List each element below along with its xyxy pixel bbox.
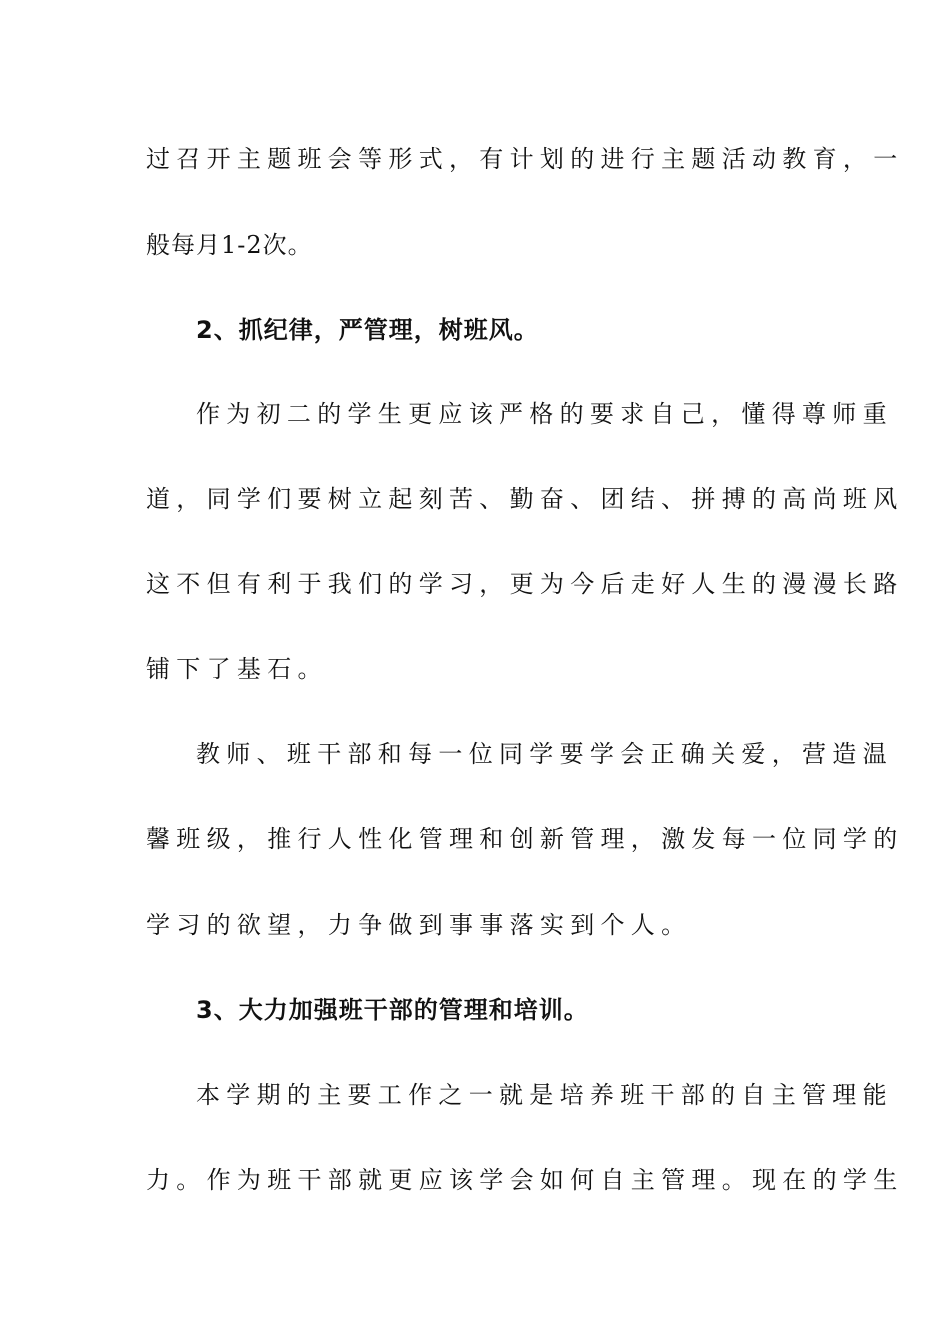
section-heading: 2、抓纪律，严管理，树班风。 <box>196 316 539 344</box>
paragraph-first-line: 作为初二的学生更应该严格的要求自己，懂得尊师重 <box>196 400 893 428</box>
paragraph-first-line: 本学期的主要工作之一就是培养班干部的自主管理能 <box>196 1081 893 1109</box>
body-text-line: 这不但有利于我们的学习，更为今后走好人生的漫漫长路 <box>146 570 904 598</box>
body-text-line: 学习的欲望，力争做到事事落实到个人。 <box>146 911 692 939</box>
body-text-line: 道，同学们要树立起刻苦、勤奋、团结、拼搏的高尚班风 <box>146 485 904 513</box>
body-text-line: 般每月1-2次。 <box>146 231 313 259</box>
body-text-line: 力。作为班干部就更应该学会如何自主管理。现在的学生 <box>146 1166 904 1194</box>
section-heading: 3、大力加强班干部的管理和培训。 <box>196 996 589 1024</box>
body-text-line: 铺下了基石。 <box>146 655 328 683</box>
paragraph-first-line: 教师、班干部和每一位同学要学会正确关爱，营造温 <box>196 740 893 768</box>
body-text-line: 馨班级，推行人性化管理和创新管理，激发每一位同学的 <box>146 825 904 853</box>
body-text-line: 过召开主题班会等形式，有计划的进行主题活动教育，一 <box>146 145 904 173</box>
